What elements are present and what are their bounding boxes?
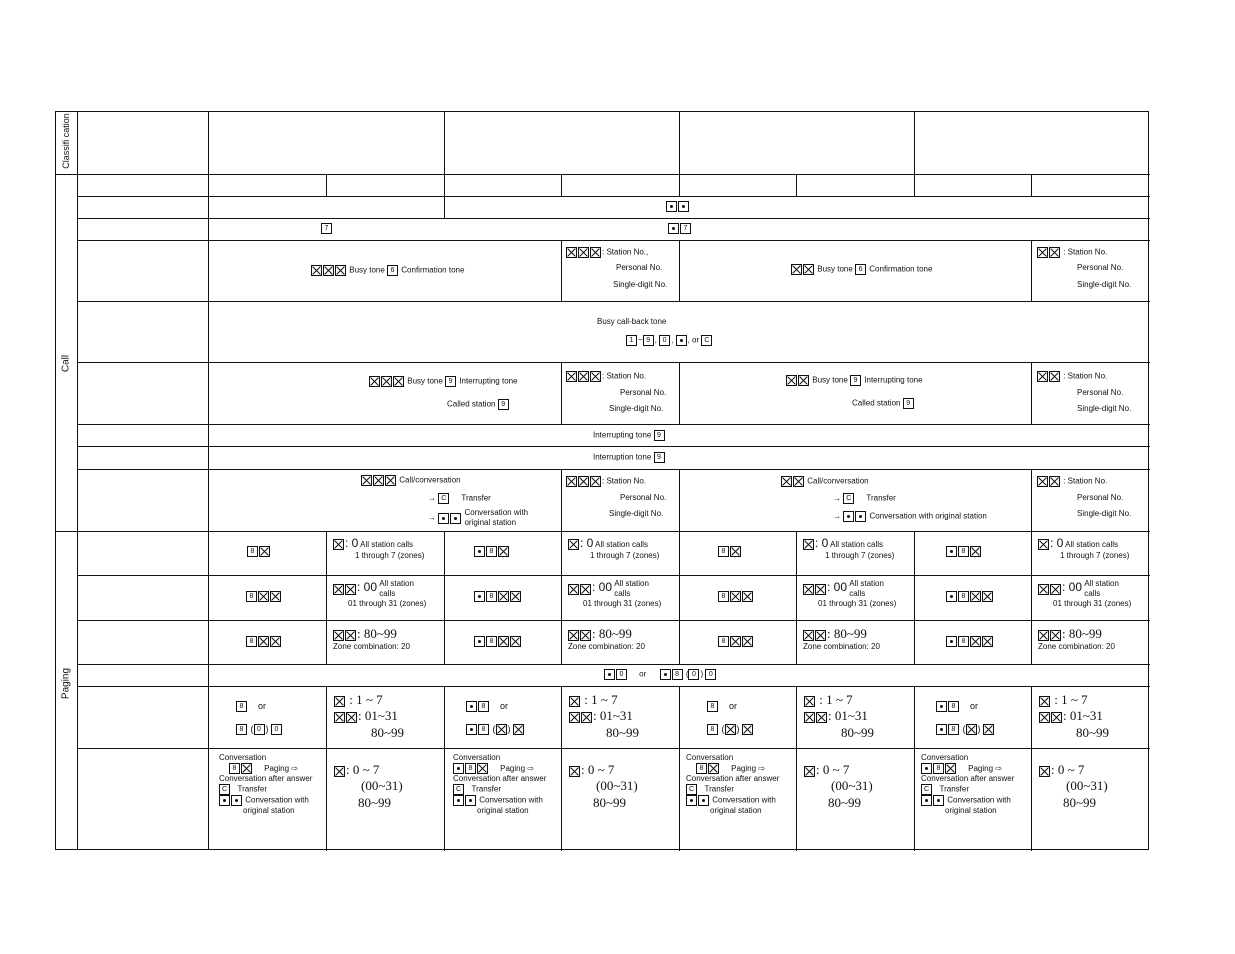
divider	[1031, 469, 1032, 531]
divider	[914, 686, 915, 851]
r7-text: Interruption tone 9	[593, 452, 666, 463]
p6-desc-1: Conversation 8 Paging ⇨ Conversation after answer C Transfer Conversation with original station	[219, 753, 313, 815]
divider	[561, 686, 562, 851]
divider	[77, 469, 1150, 470]
p6-desc-2: Conversation 8 Paging ⇨ Conversation after answer C Transfer Conversation with original station	[453, 753, 547, 815]
divider	[77, 748, 1150, 749]
divider	[561, 174, 562, 196]
r2-left-key: 7	[321, 223, 333, 234]
r8-d3: Single-digit No.	[1077, 509, 1132, 518]
r5-d: : Station No.	[1037, 371, 1107, 382]
r3-c: Busy tone 6 Confirmation tone	[791, 264, 932, 275]
divider	[326, 174, 327, 196]
r3-d2: Personal No.	[1077, 263, 1124, 272]
p2-key-4: 8	[946, 591, 994, 602]
r8-d: : Station No.	[1037, 476, 1107, 487]
divider	[679, 240, 680, 301]
divider	[444, 174, 445, 196]
p5-key-4: 8 or 8 ( )	[936, 701, 995, 735]
divider	[1031, 174, 1032, 196]
divider	[796, 174, 797, 196]
r8-c2: → C Transfer	[833, 493, 896, 503]
divider	[561, 362, 562, 424]
p6-val-3: : 0 ~ 7 (00~31) 80~99	[804, 762, 873, 811]
r5-d2: Personal No.	[1077, 388, 1124, 397]
p3-val-4: : 80~99 Zone combination: 20	[1038, 626, 1115, 652]
call-label: Call	[60, 354, 72, 373]
p1-key-1: 8	[247, 546, 271, 557]
divider	[914, 112, 915, 174]
divider	[208, 112, 209, 849]
classification-label: Classifi cation	[61, 113, 71, 169]
r5-b3: Single-digit No.	[609, 404, 664, 413]
r8-c1: Call/conversation	[781, 476, 869, 487]
divider	[326, 531, 327, 664]
r8-d2: Personal No.	[1077, 493, 1124, 502]
p5-val-1: : 1 ~ 7 : 01~31 80~99	[334, 692, 404, 741]
r5-b2: Personal No.	[620, 388, 667, 397]
p5-key-2: 8 or 8 ( )	[466, 701, 525, 735]
divider	[679, 362, 680, 424]
r8-b3: Single-digit No.	[609, 509, 664, 518]
p6-val-1: : 0 ~ 7 (00~31) 80~99	[334, 762, 403, 811]
divider	[77, 575, 1150, 576]
r8-c3: → Conversation with original station	[833, 511, 987, 521]
divider	[561, 531, 562, 664]
r8-b2: Personal No.	[620, 493, 667, 502]
p2-val-2: : 00 All station calls 01 through 31 (zones)	[568, 579, 676, 609]
p5-val-3: : 1 ~ 7 : 01~31 80~99	[804, 692, 874, 741]
divider	[77, 196, 1150, 197]
divider	[56, 174, 1150, 175]
p6-desc-4: Conversation 8 Paging ⇨ Conversation after answer C Transfer Conversation with original station	[921, 753, 1015, 815]
p3-val-3: : 80~99 Zone combination: 20	[803, 626, 880, 652]
divider	[77, 620, 1150, 621]
p1-key-2: 8	[474, 546, 510, 557]
divider	[444, 531, 445, 664]
r5-c3: Called station 9	[852, 398, 915, 409]
divider	[77, 301, 1150, 302]
p3-key-3: 8	[718, 636, 754, 647]
p1-val-2: : 0 All station calls 1 through 7 (zones)	[568, 536, 659, 561]
divider	[77, 362, 1150, 363]
r8-a3: → Conversation with original station	[428, 508, 529, 527]
divider	[56, 531, 1150, 532]
p6-desc-3: Conversation 8 Paging ⇨ Conversation after answer C Transfer Conversation with original station	[686, 753, 780, 815]
p2-val-3: : 00 All station calls 01 through 31 (zones)	[803, 579, 911, 609]
p3-key-1: 8	[246, 636, 282, 647]
divider	[77, 424, 1150, 425]
divider	[796, 531, 797, 664]
r6-text: Interrupting tone 9	[593, 430, 666, 441]
divider	[679, 469, 680, 531]
r5-b: : Station No.	[566, 371, 646, 382]
r2-right-key: 7	[668, 223, 692, 234]
p3-val-2: : 80~99 Zone combination: 20	[568, 626, 645, 652]
divider	[679, 531, 680, 664]
divider	[77, 686, 1150, 687]
divider	[444, 112, 445, 218]
p2-val-1: : 00 All station calls 01 through 31 (zones)	[333, 579, 441, 609]
divider	[796, 686, 797, 851]
p1-key-4: 8	[946, 546, 982, 557]
r5-a3: Called station 9	[447, 399, 510, 410]
p2-val-4: : 00 All station calls 01 through 31 (zones)	[1038, 579, 1146, 609]
p3-key-4: 8	[946, 636, 994, 647]
p6-val-4: : 0 ~ 7 (00~31) 80~99	[1039, 762, 1108, 811]
divider	[914, 531, 915, 664]
p4-keys: 0 or 8 ( 0 ) 0	[604, 669, 717, 680]
divider	[1031, 531, 1032, 664]
divider	[77, 664, 1150, 665]
p2-key-3: 8	[718, 591, 754, 602]
r5-a: Busy tone 9 Interrupting tone	[369, 376, 518, 387]
r3-d3: Single-digit No.	[1077, 280, 1132, 289]
p3-val-1: : 80~99 Zone combination: 20	[333, 626, 410, 652]
p6-val-2: : 0 ~ 7 (00~31) 80~99	[569, 762, 638, 811]
divider	[679, 686, 680, 851]
r3-a: Busy tone 6 Confirmation tone	[311, 265, 464, 276]
r5-d3: Single-digit No.	[1077, 404, 1132, 413]
divider	[679, 112, 680, 174]
r3-b3: Single-digit No.	[613, 280, 668, 289]
p1-key-3: 8	[718, 546, 742, 557]
r4-title: Busy call-back tone	[597, 317, 667, 326]
divider	[77, 446, 1150, 447]
p1-val-4: : 0 All station calls 1 through 7 (zones)	[1038, 536, 1129, 561]
divider	[679, 174, 680, 196]
p1-val-1: : 0 All station calls 1 through 7 (zones)	[333, 536, 424, 561]
r3-b: : Station No.,	[566, 247, 648, 258]
divider	[77, 112, 78, 849]
divider	[1031, 240, 1032, 301]
p1-val-3: : 0 All station calls 1 through 7 (zones)	[803, 536, 894, 561]
divider	[444, 686, 445, 851]
p2-key-1: 8	[246, 591, 282, 602]
paging-label: Paging	[60, 667, 72, 700]
divider	[914, 174, 915, 196]
p5-key-1: 8 or 8 ( 0 ) 0	[236, 701, 283, 735]
p2-key-2: 8	[474, 591, 522, 602]
divider	[561, 240, 562, 301]
r5-c: Busy tone 9 Interrupting tone	[786, 375, 923, 386]
p5-key-3: 8 or 8 ( )	[707, 701, 754, 735]
r3-d: : Station No.	[1037, 247, 1107, 258]
r8-b: : Station No.	[566, 476, 646, 487]
keying-table	[55, 111, 1149, 850]
divider	[77, 218, 1150, 219]
r8-a2: → C Transfer	[428, 493, 491, 503]
r3-b2: Personal No.	[616, 263, 663, 272]
r1-key	[666, 201, 690, 212]
divider	[1031, 686, 1032, 851]
r8-a1: Call/conversation	[361, 475, 461, 486]
divider	[1031, 362, 1032, 424]
divider	[77, 240, 1150, 241]
p5-val-4: : 1 ~ 7 : 01~31 80~99	[1039, 692, 1109, 741]
r4-keys: 1 ~ 9 , 0 , , or C	[626, 335, 713, 346]
p3-key-2: 8	[474, 636, 522, 647]
p5-val-2: : 1 ~ 7 : 01~31 80~99	[569, 692, 639, 741]
